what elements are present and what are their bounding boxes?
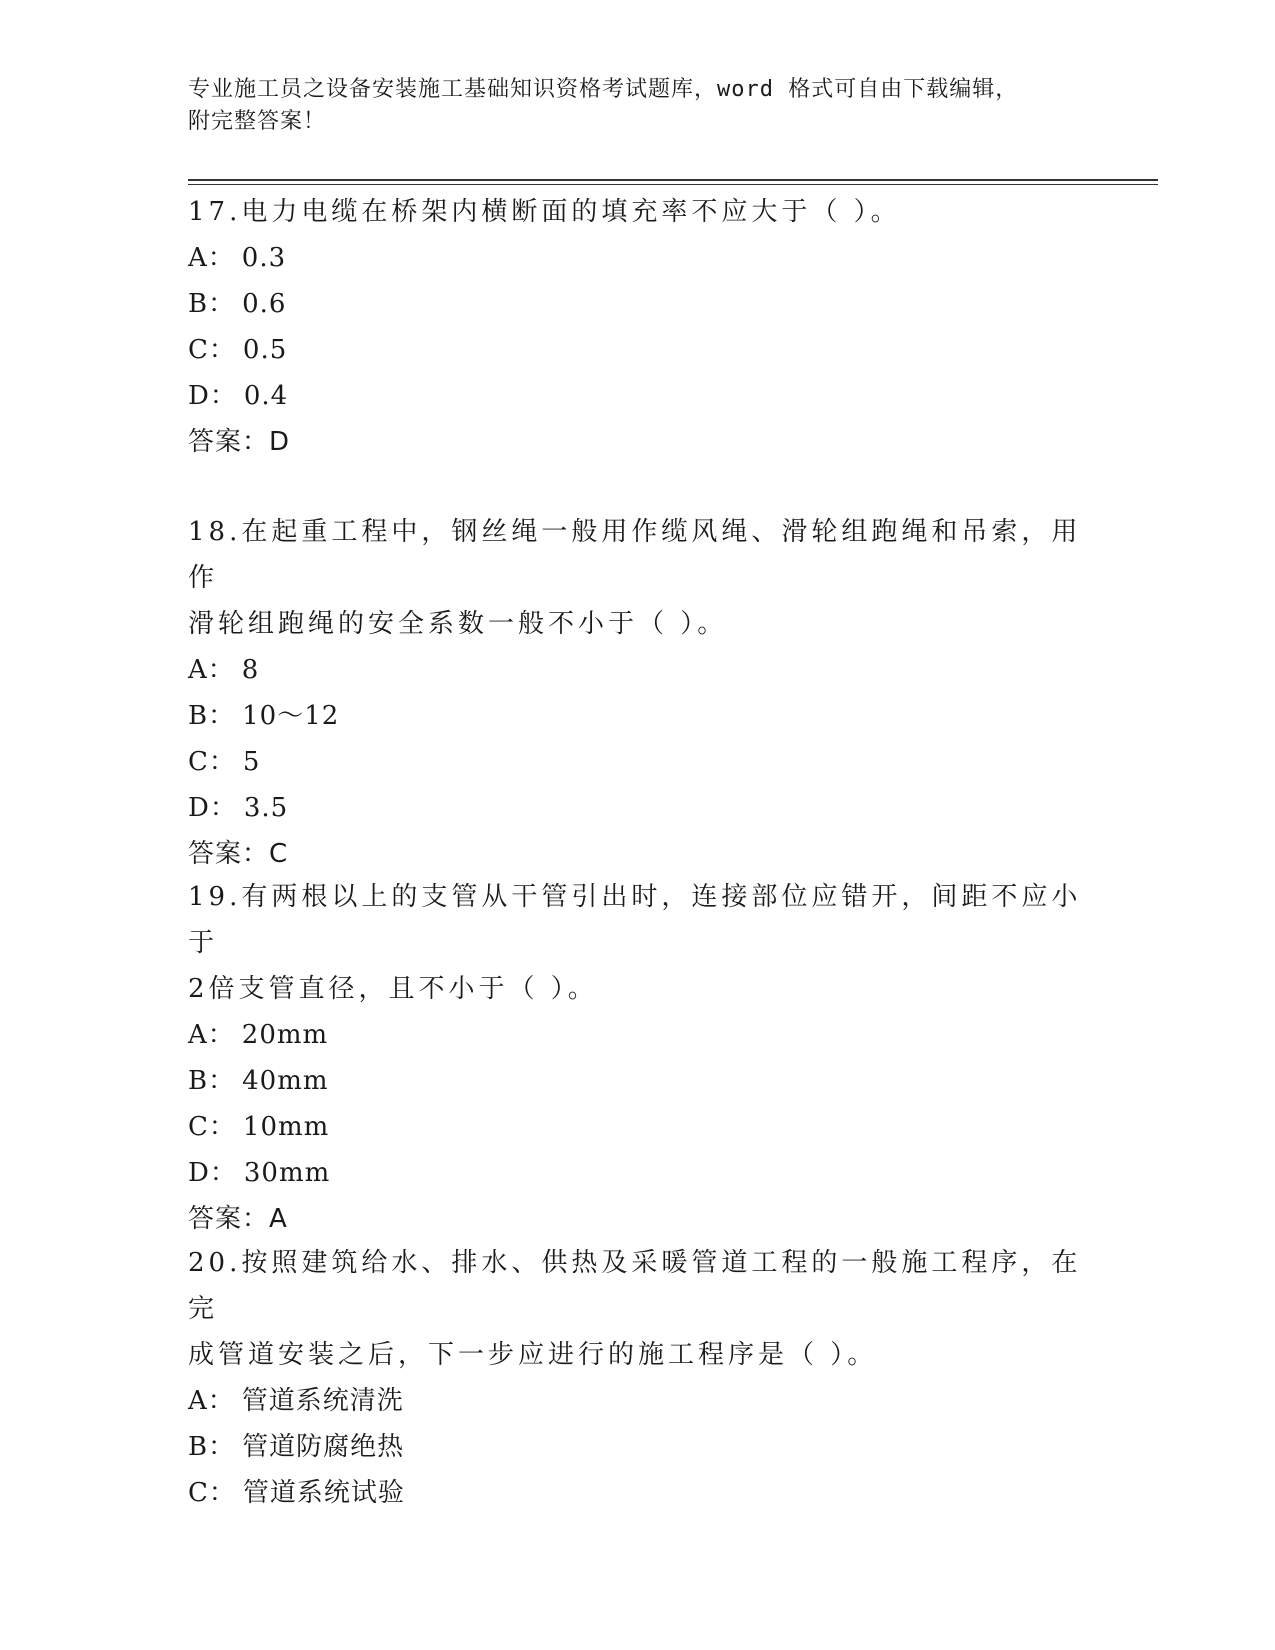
- option-b: B： 管道防腐绝热: [188, 1432, 405, 1462]
- question-stem: 17.电力电缆在桥架内横断面的填充率不应大于（ ）。: [188, 197, 901, 227]
- question-18: [188, 509, 1088, 877]
- question-stem-line-2: 滑轮组跑绳的安全系数一般不小于（ ）。: [188, 609, 728, 639]
- header-line-2: 附完整答案！: [188, 109, 327, 134]
- header-divider-thin: [188, 184, 1158, 185]
- answer-line: 答案：A: [188, 1204, 288, 1234]
- question-20: [188, 1240, 1088, 1516]
- option-d: D： 0.4: [188, 381, 289, 411]
- option-c: C： 0.5: [188, 335, 288, 365]
- option-a: A： 20mm: [188, 1020, 329, 1050]
- option-a: A： 管道系统清洗: [188, 1386, 404, 1416]
- option-c: C： 10mm: [188, 1112, 330, 1142]
- option-b: B： 10～12: [188, 701, 340, 731]
- question-stem-line-1: 20.按照建筑给水、排水、供热及采暖管道工程的一般施工程序，在完: [188, 1248, 1082, 1324]
- option-a: A： 8: [188, 655, 260, 685]
- option-d: D： 30mm: [188, 1158, 331, 1188]
- answer-line: 答案：D: [188, 427, 291, 457]
- header-line-1: 专业施工员之设备安装施工基础知识资格考试题库，word 格式可自由下载编辑，: [188, 77, 1019, 102]
- header-divider-thick: [188, 179, 1158, 181]
- answer-line: 答案：C: [188, 839, 289, 869]
- question-stem-line-1: 18.在起重工程中，钢丝绳一般用作缆风绳、滑轮组跑绳和吊索，用作: [188, 517, 1082, 593]
- option-a: A： 0.3: [188, 243, 287, 273]
- question-17: [188, 189, 1088, 465]
- option-b: B： 40mm: [188, 1066, 329, 1096]
- question-stem-line-1: 19.有两根以上的支管从干管引出时，连接部位应错开，间距不应小于: [188, 882, 1082, 958]
- document-header: [188, 74, 1088, 138]
- option-c: C： 管道系统试验: [188, 1478, 405, 1508]
- option-b: B： 0.6: [188, 289, 287, 319]
- question-stem-line-2: 成管道安装之后，下一步应进行的施工程序是（ ）。: [188, 1340, 878, 1370]
- option-d: D： 3.5: [188, 793, 289, 823]
- question-19: [188, 874, 1088, 1242]
- question-stem-line-2: 2倍支管直径，且不小于（ ）。: [188, 974, 598, 1004]
- option-c: C： 5: [188, 747, 261, 777]
